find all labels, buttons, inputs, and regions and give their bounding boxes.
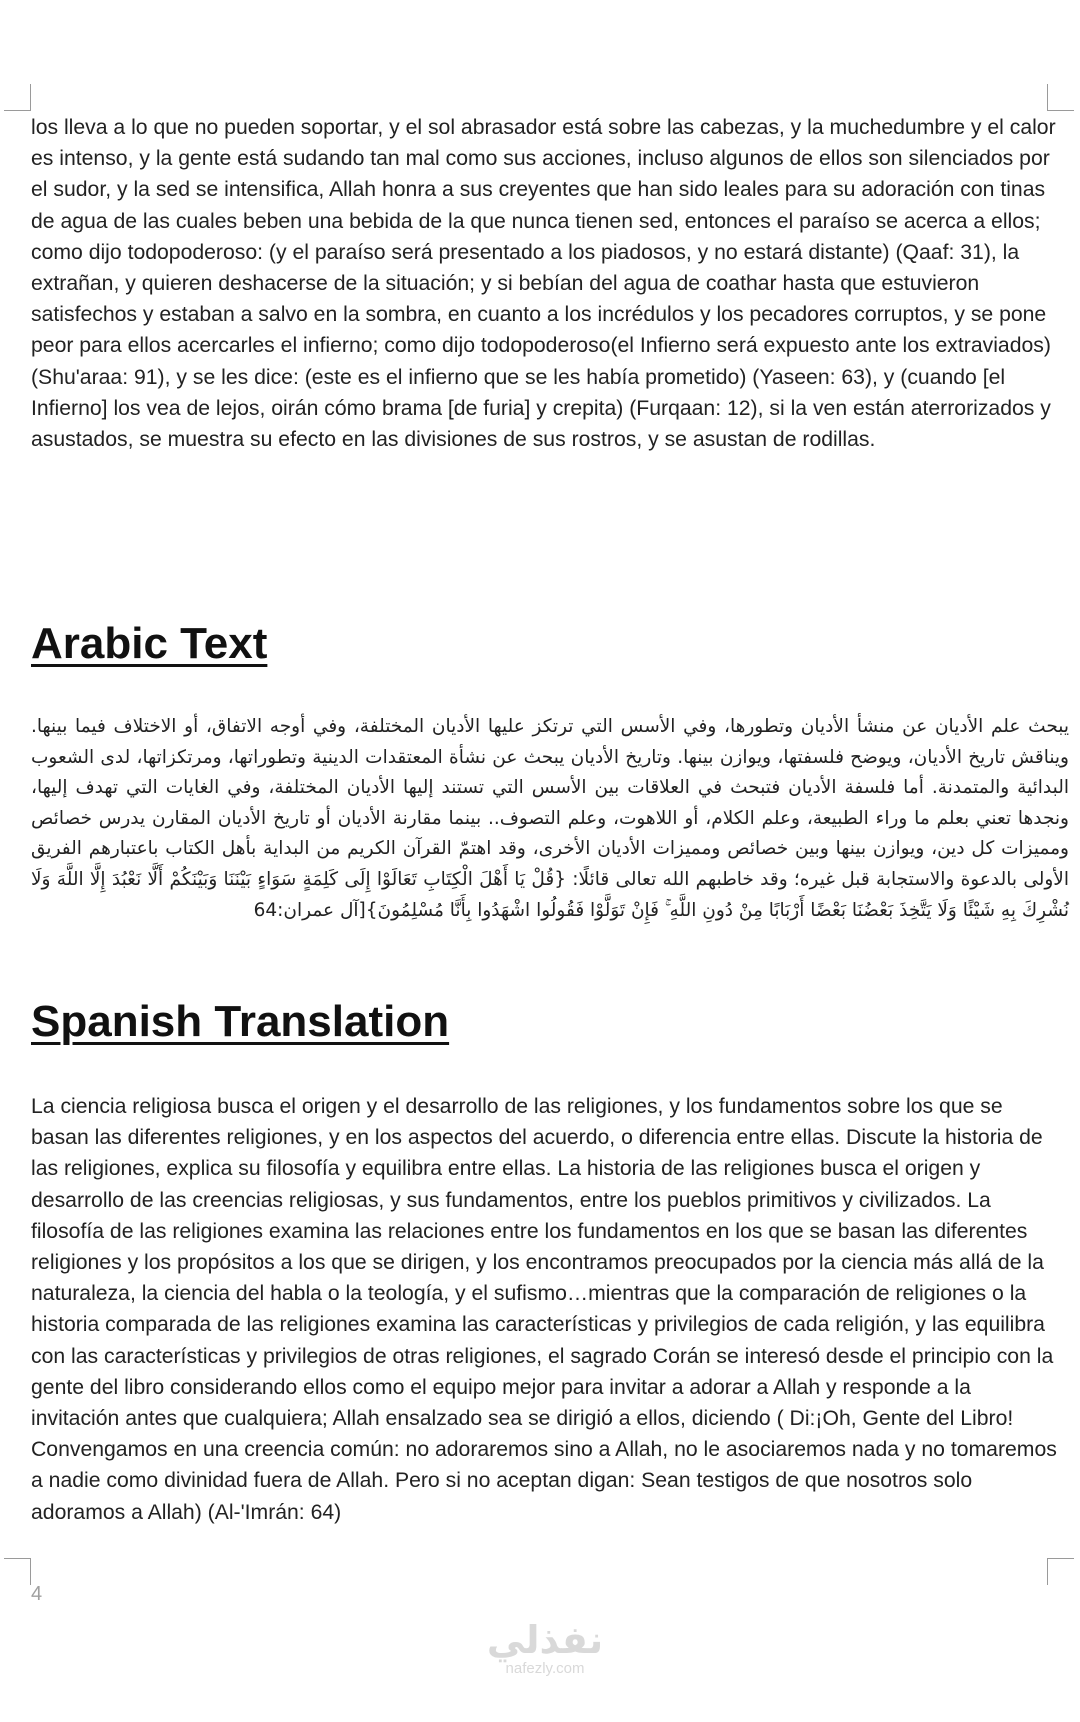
crop-mark-bottom-right [1047,1558,1074,1585]
arabic-paragraph: يبحث علم الأديان عن منشأ الأديان وتطورها، وفي الأسس التي ترتكز عليها الأديان المختلفة، وفي أوجه الاتفاق، أو الاختلاف فيما بينها. ويناقش تاريخ الأديان، ويوضح فلسفتها، ويوازن بينها. وتاريخ الأديان يبحث عن نشأة المعتقدات الدينية وتطوراتها، ومرتكزاتها، لدى الشعوب البدائية والمتمدنة. أما فلسفة الأديان فتبحث في العلاقات بين الأسس التي تستند إليها الأديان المختلفة، وفي الغايات التي تهدف إليها، ونجدها تعني بعلم ما وراء الطبيعة، وعلم الكلام، أو اللاهوت، وعلم التصوف.. بينما مقارنة الأديان أو تاريخ الأديان المقارن يدرس خصائص ومميزات كل دين، ويوازن بينها وبين خصائص ومميزات الأديان الأخرى، وقد اهتمّ القرآن الكريم من البداية بأهل الكتاب باعتبارهم الفريق الأولى بالدعوة والاستجابة قبل غيره؛ وقد خاطبهم الله تعالى قائلًا: {قُلْ يَا أَهْلَ الْكِتَابِ تَعَالَوْا إِلَى كَلِمَةٍ سَوَاءٍ بَيْنَنَا وَبَيْنَكُمْ أَلَّا نَعْبُدَ إِلَّا اللَّهَ وَلَا نُشْرِكَ بِهِ شَيْئًا وَلَا يَتَّخِذَ بَعْضُنَا بَعْضًا أَرْبَابًا مِنْ دُونِ اللَّهِ ۚ فَإِنْ تَوَلَّوْا فَقُولُوا اشْهَدُوا بِأَنَّا مُسْلِمُونَ}[آل عمران:64 [31,716,1069,921]
watermark-mark: نفذلي [486,1618,604,1662]
spanish-paragraph: La ciencia religiosa busca el origen y el desarrollo de las religiones, y los fundamentos sobre los que se basan las diferentes religiones, y en los aspectos del acuerdo, o diferencia entre ellas. Discute la historia de las religiones, explica su filosofía y equilibra entre ellas. La historia de las religiones busca el origen y desarrollo de las creencias religiosas, y sus fundamentos, entre los pueblos primitivos y civilizados. La filosofía de las religiones examina las relaciones entre los fundamentos en los que se basan las diferentes religiones y los propósitos a los que se dirigen, y los encontramos preocupados por la ciencia más allá de la naturaleza, la ciencia del habla o la teología, y el sufismo…mientras que la comparación de religiones o la historia comparada de las religiones examina las características y privilegios de cada religión, y las equilibra con las características y privilegios de otras religiones, el sagrado Corán se interesó desde el principio con la gente del libro considerando ellos como el equipo mejor para invitar a adorar a Allah y responde a la invitación antes que cualquiera; Allah ensalzado sea se dirigió a ellos, diciendo ( Di:¡Oh, Gente del Libro! Convengamos en una creencia común: no adoraremos sino a Allah, no le asociaremos nada y no tomaremos a nadie como divinidad fuera de Allah. Pero si no aceptan digan: Sean testigos de que nosotros solo adoramos a Allah) (Al-'Imrán: 64) [31,1095,1057,1524]
crop-mark-bottom-left [4,1558,31,1585]
spanish-translation-heading: Spanish Translation [31,997,450,1046]
arabic-text-heading: Arabic Text [31,619,268,668]
page-number: 4 [31,1583,43,1605]
watermark-logo [470,1618,620,1678]
intro-paragraph: los lleva a lo que no pueden soportar, y el sol abrasador está sobre las cabezas, y la muchedumbre y el calor es intenso, y la gente está sudando tan mal como sus acciones, incluso algunos de ellos son silenciados por el sudor, y la sed se intensifica, Allah honra a sus creyentes que han sido leales para su adoración con tinas de agua de las cuales beben una bebida de la que nunca tienen sed, entonces el paraíso se acerca a ellos; como dijo todopoderoso: (y el paraíso será presentado a los piadosos, y no estará distante) (Qaaf: 31), la extrañan, y quieren deshacerse de la situación; y si bebían del agua de coathar hasta que estuvieron satisfechos y estaban a salvo en la sombra, en cuanto a los incrédulos y los pecadores corruptos, y se pone peor para ellos acercarles el infierno; como dijo todopoderoso(el Infierno será expuesto ante los extraviados) (Shu'araa: 91), y se les dice: (este es el infierno que se les había prometido) (Yaseen: 63), y (cuando [el Infierno] los vea de lejos, oirán cómo brama [de furia] y crepita) (Furqaan: 12), si la ven están aterrorizados y asustados, se muestra su efecto en las divisiones de sus rostros, y se asustan de rodillas. [31,116,1056,452]
watermark-url: nafezly.com [505,1660,585,1677]
crop-mark-top-left [4,84,31,111]
crop-mark-top-right [1047,84,1074,111]
